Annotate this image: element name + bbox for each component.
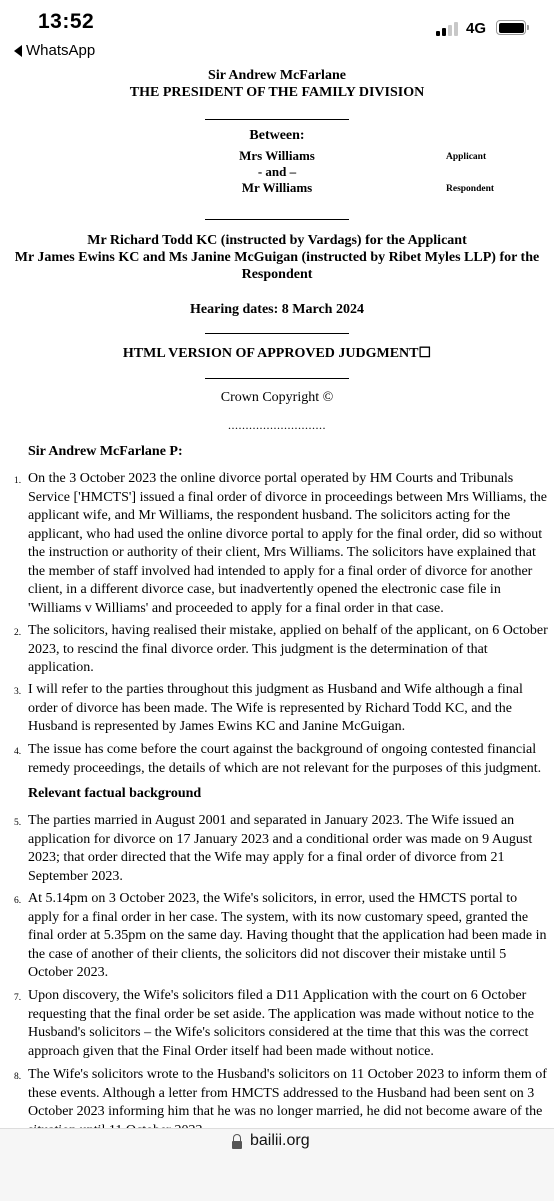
paragraph-number: 3.	[14, 687, 22, 697]
divider	[205, 119, 349, 120]
paragraph-number: 1.	[14, 476, 22, 486]
and-label: - and –	[257, 164, 297, 179]
counsel-applicant: Mr Richard Todd KC (instructed by Vardags) for the Applicant	[87, 233, 467, 248]
battery-icon	[496, 20, 526, 35]
role-respondent: Respondent	[446, 184, 495, 194]
back-to-whatsapp[interactable]	[14, 42, 95, 59]
lock-icon-body	[232, 1141, 242, 1149]
back-label: WhatsApp	[26, 42, 96, 59]
paragraph-number: 2.	[14, 628, 22, 638]
divider	[205, 333, 349, 334]
paragraph-number: 6.	[14, 896, 22, 906]
paragraph-number: 4.	[14, 747, 22, 757]
counsel-block	[6, 232, 548, 283]
judge-name: Sir Andrew McFarlane	[208, 68, 346, 83]
address-bar[interactable]	[0, 1128, 554, 1201]
section-heading: Relevant factual background	[28, 786, 202, 801]
paragraph	[14, 812, 548, 886]
role-applicant: Applicant	[446, 152, 487, 162]
divider	[205, 378, 349, 379]
paragraph	[14, 470, 548, 618]
paragraph-text: The solicitors, having realised their mistake, applied on behalf of the applicant, on 6 October 2023, to rescind the final divorce order. This judgment is the determination of that application.	[28, 623, 548, 675]
url-text[interactable]: bailii.org	[250, 1132, 310, 1149]
paragraph	[14, 741, 548, 778]
judge-line: Sir Andrew McFarlane P:	[28, 444, 183, 459]
paragraph	[14, 681, 548, 737]
paragraph-text: At 5.14pm on 3 October 2023, the Wife's solicitors, in error, used the HMCTS portal to apply for a final order in her case. The system, with its now customary speed, granted the final order at 5.35pm on the same day. Having thought that the application had been made in the case of another of their clients, the solicitors did not discover their mistake until 5 October 2023.	[28, 891, 547, 980]
judge-title: THE PRESIDENT OF THE FAMILY DIVISION	[129, 85, 425, 100]
signal-icon	[436, 22, 458, 36]
clock: 13:52	[38, 10, 95, 33]
paragraph	[14, 890, 548, 983]
dotted-separator: ............................	[228, 418, 326, 432]
html-version-title: HTML VERSION OF APPROVED JUDGMENT☐	[122, 346, 432, 361]
paragraph	[14, 987, 548, 1061]
paragraph-text: Upon discovery, the Wife's solicitors filed a D11 Application with the court on 6 October requesting that the final order be set aside. The application was made without notice to the Husband's solicitors – the Wife's solicitors considered at the time that this was the correct approach given that the Final Order itself had been made without notice.	[28, 988, 534, 1059]
paragraph-text: The parties married in August 2001 and separated in January 2023. The Wife issued an application for divorce on 17 January 2023 and a conditional order was made on 9 August 2023; that order directed that the Wife may apply for a final order of divorce from 21 September 2023.	[28, 813, 533, 884]
paragraph-text: I will refer to the parties throughout this judgment as Husband and Wife although a final order of divorce has been made. The Wife is represented by Richard Todd KC, and the Husband is represented by James Ewins KC and Janine McGuigan.	[28, 682, 523, 734]
paragraph-text: On the 3 October 2023 the online divorce portal operated by HM Courts and Tribunals Service ['HMCTS'] issued a final order of divorce in proceedings between Mrs Williams, the applicant wife, and Mr Williams, the respondent husband. The solicitors acting for the applicant, who had used the online divorce portal to apply for the final order, did so without the instruction or authority of their client, Mrs Williams. The solicitors have explained that the member of staff involved had intended to apply for a final order of divorce for another client, in a different divorce case, but inadvertently opened the electronic case file in 'Williams v Williams' and proceeded to apply for a final order in that case.	[28, 471, 547, 616]
divider	[205, 219, 349, 220]
paragraph-number: 5.	[14, 818, 22, 828]
paragraph	[14, 622, 548, 678]
party-applicant: Mrs Williams	[239, 148, 315, 163]
crown-copyright: Crown Copyright ©	[220, 390, 334, 405]
paragraph-number: 8.	[14, 1072, 22, 1082]
paragraph-number: 7.	[14, 993, 22, 1003]
party-respondent: Mr Williams	[241, 180, 313, 195]
network-type: 4G	[466, 20, 487, 37]
back-arrow-icon	[14, 45, 22, 57]
between-label: Between:	[249, 128, 305, 143]
status-bar	[0, 0, 554, 70]
paragraph-text: The issue has come before the court against the background of ongoing contested financial remedy proceedings, the details of which are not relevant for the purposes of this judgment.	[28, 742, 542, 776]
counsel-respondent: Mr James Ewins KC and Ms Janine McGuigan (instructed by Ribet Myles LLP) for the Respondent	[14, 250, 540, 282]
paragraph-text: The Wife's solicitors wrote to the Husband's solicitors on 11 October 2023 to inform them of these events. Although a letter from HMCTS addressed to the Husband had been sent on 3 October 2023 informing him that he was no longer married, he did not become aware of the	[28, 1067, 547, 1119]
hearing-dates: Hearing dates: 8 March 2024	[190, 302, 364, 317]
